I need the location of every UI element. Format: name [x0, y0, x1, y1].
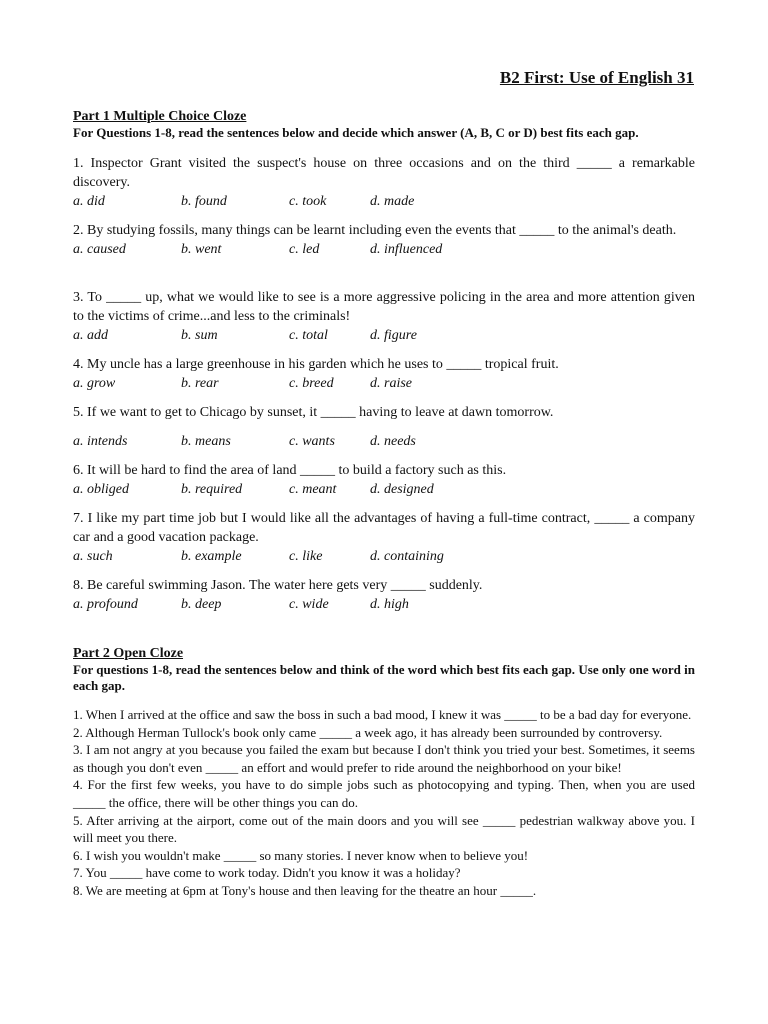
part2-header	[73, 645, 695, 694]
option-c: c. wide	[289, 597, 329, 612]
option-a: a. grow	[73, 376, 116, 391]
option-a: a. intends	[73, 434, 128, 449]
option-d: d. raise	[370, 376, 412, 391]
option-b: b. went	[181, 242, 222, 257]
option-c: c. meant	[289, 482, 337, 497]
question-text: 7. I like my part time job but I would like all the advantages of having a full-time contract, _____ a company car and a good vacation package.	[73, 511, 695, 545]
answer-options	[73, 192, 695, 211]
mc-question-7	[73, 509, 695, 566]
option-d: d. made	[370, 194, 415, 209]
part2-instructions: For questions 1-8, read the sentences below and think of the word which best fits each gap. Use only one word in each gap.	[73, 662, 695, 693]
answer-options	[73, 432, 695, 451]
mc-question-6	[73, 461, 695, 499]
part1-header	[73, 108, 695, 141]
answer-options	[73, 326, 695, 345]
option-a: a. did	[73, 194, 105, 209]
question-text: 4. My uncle has a large greenhouse in his garden which he uses to _____ tropical fruit.	[73, 357, 559, 372]
answer-options	[73, 595, 695, 614]
question-text: 8. Be careful swimming Jason. The water here gets very _____ suddenly.	[73, 578, 483, 593]
option-c: c. wants	[289, 434, 335, 449]
part2-heading: Part 2 Open Cloze	[73, 646, 184, 661]
open-cloze-item-2: 2. Although Herman Tullock's book only came _____ a week ago, it has already been surrounded by controversy.	[73, 724, 663, 740]
option-a: a. such	[73, 549, 113, 564]
option-a: a. caused	[73, 242, 126, 257]
option-b: b. found	[181, 194, 227, 209]
option-d: d. designed	[370, 482, 434, 497]
mc-question-2	[73, 221, 695, 259]
question-text: 1. Inspector Grant visited the suspect's house on three occasions and on the third _____ a remarkable discovery.	[73, 156, 695, 190]
part1-instructions: For Questions 1-8, read the sentences below and decide which answer (A, B, C or D) best fits each gap.	[73, 125, 639, 140]
open-cloze-item-5: 5. After arriving at the airport, come out of the main doors and you will see _____ pedestrian walkway above you. I will meet you there.	[73, 812, 695, 846]
part1-heading: Part 1 Multiple Choice Cloze	[73, 109, 247, 124]
open-cloze-item-3: 3. I am not angry at you because you failed the exam but because I don't think you tried your best. Sometimes, it seems as though you don't even _____ an effort and would prefer to ride around the neighborhood on your bike!	[73, 742, 695, 775]
question-text: 6. It will be hard to find the area of land _____ to build a factory such as this.	[73, 463, 507, 478]
open-cloze-item-1: 1. When I arrived at the office and saw the boss in such a bad mood, I knew it was _____ to be a bad day for everyone.	[73, 707, 692, 722]
option-d: d. figure	[370, 328, 417, 343]
option-c: c. took	[289, 194, 327, 209]
option-a: a. obliged	[73, 482, 129, 497]
option-d: d. high	[370, 597, 409, 612]
answer-options	[73, 547, 695, 566]
option-a: a. profound	[73, 597, 138, 612]
option-c: c. like	[289, 549, 323, 564]
option-b: b. deep	[181, 597, 222, 612]
option-b: b. required	[181, 482, 243, 497]
question-text: 5. If we want to get to Chicago by sunset, it _____ having to leave at dawn tomorrow.	[73, 405, 554, 420]
option-c: c. led	[289, 242, 320, 257]
answer-options	[73, 480, 695, 499]
mc-question-3	[73, 288, 695, 345]
page-title: B2 First: Use of English 31	[499, 68, 694, 87]
option-b: b. example	[181, 549, 242, 564]
open-cloze-item-7: 7. You _____ have come to work today. Didn't you know it was a holiday?	[73, 865, 461, 881]
mc-question-1	[73, 154, 695, 211]
open-cloze-item-6: 6. I wish you wouldn't make _____ so many stories. I never know when to believe you!	[73, 847, 529, 863]
open-cloze-item-4: 4. For the first few weeks, you have to do simple jobs such as photocopying and typing. Then, when you are used _____ the office, there will be other things you can do.	[73, 777, 695, 810]
mc-question-8	[73, 576, 695, 614]
question-text: 2. By studying fossils, many things can be learnt including even the events that _____ to the animal's death.	[73, 223, 677, 238]
option-d: d. influenced	[370, 242, 443, 257]
option-a: a. add	[73, 328, 108, 343]
option-d: d. containing	[370, 549, 444, 564]
option-c: c. breed	[289, 376, 334, 391]
option-b: b. rear	[181, 376, 219, 391]
open-cloze-list	[73, 706, 695, 900]
option-c: c. total	[289, 328, 328, 343]
answer-options	[73, 240, 695, 259]
option-b: b. means	[181, 434, 231, 449]
answer-options	[73, 374, 695, 393]
mc-question-4	[73, 355, 695, 393]
option-b: b. sum	[181, 328, 218, 343]
open-cloze-item-8: 8. We are meeting at 6pm at Tony's house and then leaving for the theatre an hour _____.	[73, 882, 537, 898]
option-d: d. needs	[370, 434, 416, 449]
question-text: 3. To _____ up, what we would like to see is a more aggressive policing in the area and more attention given to the victims of crime...and less to the criminals!	[73, 290, 695, 324]
mc-question-5	[73, 403, 695, 451]
